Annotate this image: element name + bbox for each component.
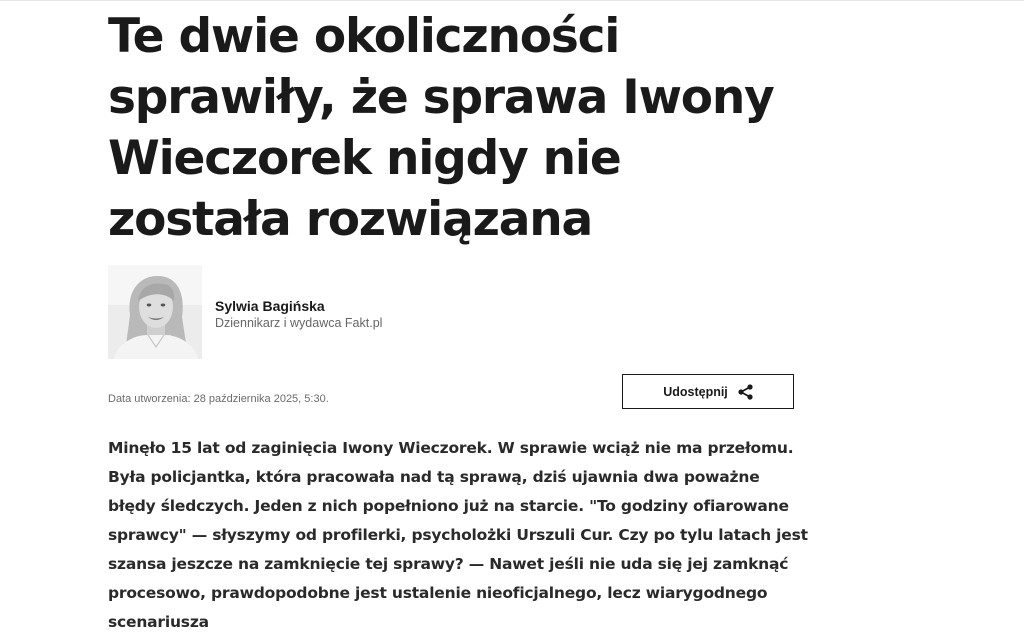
author-name[interactable]: Sylwia Bagińska [215, 297, 325, 314]
author-info [215, 297, 382, 332]
share-button[interactable] [622, 374, 794, 409]
share-icon [738, 384, 753, 400]
article-lead: Minęło 15 lat od zaginięcia Iwony Wieczorek. W sprawie wciąż nie ma przełomu. Była policjantka, która pracowała nad tą sprawą, dziś ujawnia dwa poważne błędy śledczych. Jeden z nich popełniono już na starcie. "To godziny ofiarowane sprawcy" — słyszymy od profilerki, psycholożki Urszuli Cur. Czy po tylu latach jest szansa jeszcze na zamknięcie tej sprawy? — Nawet jeśli nie uda się jej zamknąć procesowo, prawdopodobne jest ustalenie nieoficjalnego, lecz wiarygodnego scenariusza [108, 439, 808, 631]
author-role: Dziennikarz i wydawca Fakt.pl [215, 315, 383, 330]
author-avatar[interactable] [108, 265, 202, 359]
author-block [108, 265, 382, 359]
author-photo [108, 265, 202, 359]
share-button-label: Udostępnij [663, 384, 728, 399]
creation-date: Data utworzenia: 28 października 2025, 5:30. [108, 393, 329, 405]
article-headline: Te dwie okoliczności sprawiły, że sprawa Iwony Wieczorek nigdy nie została rozwiązana [108, 9, 774, 247]
top-divider [0, 0, 1024, 1]
